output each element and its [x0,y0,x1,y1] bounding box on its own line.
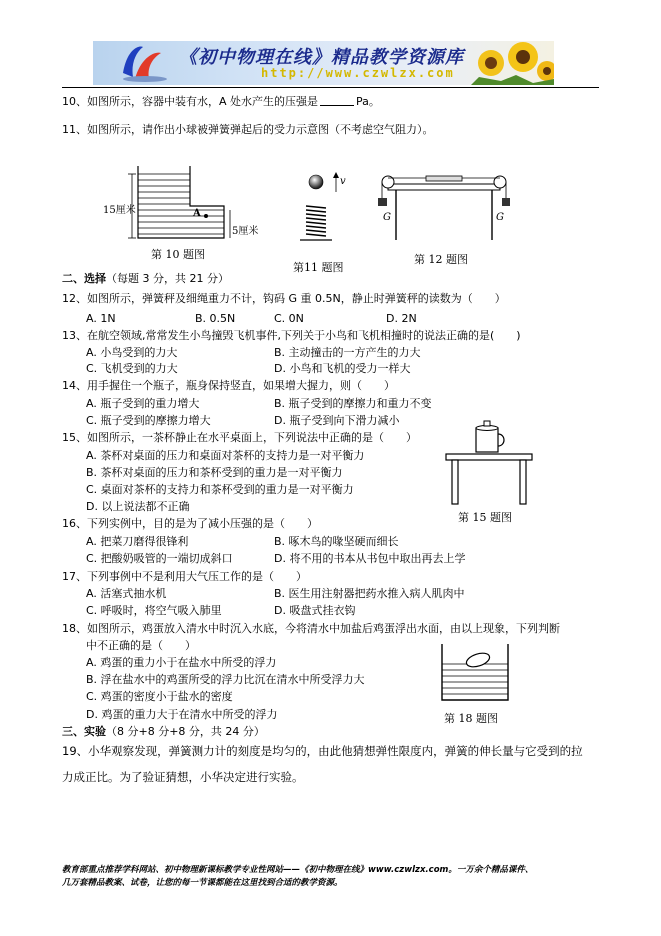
section-2-heading [62,271,229,286]
question-15-stem: 15、如图所示，一茶杯静止在水平桌面上，下列说法中正确的是（ ） [62,431,417,444]
question-18-stem-1: 18、如图所示，鸡蛋放入清水中时沉入水底，今将清水中加盐后鸡蛋浮出水面，由以上现象，下列判断 [62,622,560,635]
figure-11-spring-ball [296,170,346,248]
q15-option-a[interactable]: A. 茶杯对桌面的压力和桌面对茶杯的支持力是一对平衡力 [86,449,365,462]
page-footer [62,864,607,890]
q14-option-b[interactable]: B. 瓶子受到的摩擦力和重力不变 [274,397,432,410]
q17-option-d[interactable]: D. 吸盘式挂衣钩 [274,604,356,617]
q10-text: 10、如图所示，容器中装有水，A 处水产生的压强是 [62,95,319,108]
question-14-stem: 14、用手握住一个瓶子，瓶身保持竖直，如果增大握力，则（ ） [62,379,395,392]
q13-option-c[interactable]: C. 飞机受到的力大 [86,362,178,375]
q15-option-d[interactable]: D. 以上说法都不正确 [86,500,190,513]
q13-option-a[interactable]: A. 小鸟受到的力大 [86,346,178,359]
q12-option-d[interactable]: D. 2N [386,312,417,325]
sunflower-icon [471,41,554,85]
fig12-caption: 第 12 题图 [414,253,468,266]
q14-option-a[interactable]: A. 瓶子受到的重力增大 [86,397,200,410]
fig12-label-g1: G [383,212,391,223]
question-16-stem: 16、下列实例中，目的是为了减小压强的是（ ） [62,517,318,530]
section-3-title: 三、实验 [62,725,106,738]
fig10-caption: 第 10 题图 [151,248,205,261]
header-rule [62,87,599,88]
question-11: 11、如图所示，请作出小球被弹簧弹起后的受力示意图（不考虑空气阻力）。 [62,123,434,136]
banner-title: 《初中物理在线》精品教学资源库 [179,47,464,68]
question-13-stem: 13、在航空领域,常常发生小鸟撞毁飞机事件,下列关于小鸟和飞机相撞时的说法正确的是( ) [62,329,521,342]
fig10-label-depth: 5厘米 [232,226,259,237]
q13-option-b[interactable]: B. 主动撞击的一方产生的力大 [274,346,421,359]
fig10-label-height: 15厘米 [103,205,136,216]
fig12-label-g2: G [496,212,504,223]
logo-icon [117,43,173,83]
q10-unit: Pa。 [356,95,380,108]
q18-option-b[interactable]: B. 浮在盐水中的鸡蛋所受的浮力比沉在清水中所受浮力大 [86,673,365,686]
q14-option-d[interactable]: D. 瓶子受到向下滑力减小 [274,414,400,427]
q14-option-c[interactable]: C. 瓶子受到的摩擦力增大 [86,414,211,427]
fig11-caption: 第11 题图 [293,261,344,274]
section-2-note: （每题 3 分，共 21 分） [106,272,229,285]
q17-option-b[interactable]: B. 医生用注射器把药水推入病人肌肉中 [274,587,465,600]
footer-line-2: 几万套精品教案、试卷，让您的每一节课都能在这里找到合适的教学资源。 [62,878,343,888]
section-2-title: 二、选择 [62,272,106,285]
q12-option-a[interactable]: A. 1N [86,312,116,325]
fig11-label-v: v [340,176,346,187]
q18-option-c[interactable]: C. 鸡蛋的密度小于盐水的密度 [86,690,233,703]
q12-option-b[interactable]: B. 0.5N [195,312,236,325]
q12-option-c[interactable]: C. 0N [274,312,304,325]
q17-option-a[interactable]: A. 活塞式抽水机 [86,587,167,600]
q10-blank[interactable] [320,94,354,106]
q15-option-b[interactable]: B. 茶杯对桌面的压力和茶杯受到的重力是一对平衡力 [86,466,343,479]
question-17-stem: 17、下列事例中不是利用大气压工作的是（ ） [62,570,307,583]
question-18-stem-2: 中不正确的是（ ） [86,639,196,652]
question-10 [62,94,380,109]
figure-15-cup-table [442,418,538,508]
section-3-note: （8 分+8 分+8 分，共 24 分） [106,725,265,738]
q16-option-a[interactable]: A. 把菜刀磨得很锋利 [86,535,189,548]
q17-option-c[interactable]: C. 呼吸时，将空气吸入肺里 [86,604,222,617]
q18-option-a[interactable]: A. 鸡蛋的重力小于在盐水中所受的浮力 [86,656,277,669]
figure-12-pulleys [378,172,510,246]
section-3-heading [62,724,265,739]
q13-option-d[interactable]: D. 小鸟和飞机的受力一样大 [274,362,411,375]
banner-url: http://www.czwlzx.com [261,66,455,80]
fig10-label-point: A [193,208,201,219]
question-19-line-2: 力成正比。为了验证猜想，小华决定进行实验。 [62,770,304,784]
figure-18-beaker-egg [438,640,512,704]
question-12-stem: 12、如图所示，弹簧秤及细绳重力不计，钩码 G 重 0.5N，静止时弹簧秤的读数为（ ） [62,292,506,305]
q15-option-c[interactable]: C. 桌面对茶杯的支持力和茶杯受到的重力是一对平衡力 [86,483,354,496]
q18-option-d[interactable]: D. 鸡蛋的重力大于在清水中所受的浮力 [86,708,278,721]
q16-option-d[interactable]: D. 将不用的书本从书包中取出再去上学 [274,552,466,565]
q18-caption: 第 18 题图 [444,712,498,725]
footer-line-1: 教育部重点推荐学科网站、初中物理新课标教学专业性网站——《初中物理在线》www.czwlzx.com。一万余个精品课件、 [62,865,534,875]
question-19-line-1: 19、小华观察发现，弹簧测力计的刻度是均匀的，由此他猜想弹性限度内，弹簧的伸长量与它受到的拉 [62,744,583,758]
q16-option-c[interactable]: C. 把酸奶吸管的一端切成斜口 [86,552,233,565]
header-banner [93,41,554,85]
q15-caption: 第 15 题图 [458,511,512,524]
q16-option-b[interactable]: B. 啄木鸟的喙坚硬而细长 [274,535,399,548]
